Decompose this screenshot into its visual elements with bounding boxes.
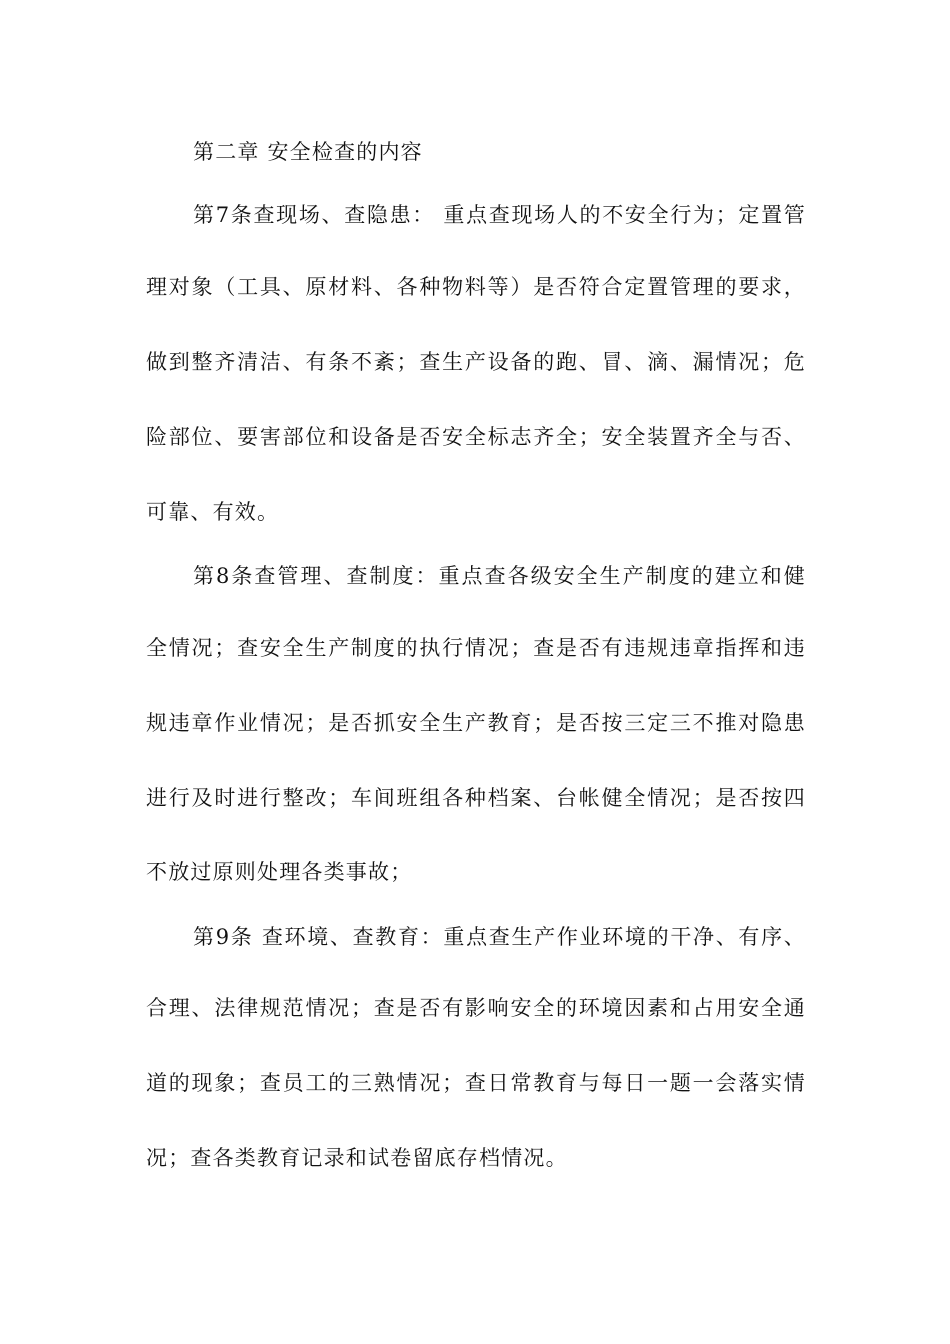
article-line: 第7条查现场、查隐患： 重点查现场人的不安全行为；定置管 [193,203,806,227]
article-line: 合理、法律规范情况；查是否有影响安全的环境因素和占用安全通 [146,996,806,1020]
article-line: 不放过原则处理各类事故； [146,860,413,884]
article-line: 可靠、有效。 [146,500,280,524]
chapter-heading: 第二章 安全检查的内容 [193,140,423,164]
article-line: 第8条查管理、查制度：重点查各级安全生产制度的建立和健 [193,564,806,588]
article-line: 第9条 查环境、查教育：重点查生产作业环境的干净、有序、 [193,925,806,949]
article-line: 道的现象；查员工的三熟情况；查日常教育与每日一题一会落实情 [146,1071,806,1095]
article-line: 进行及时进行整改；车间班组各种档案、台帐健全情况；是否按四 [146,786,806,810]
article-line: 全情况；查安全生产制度的执行情况；查是否有违规违章指挥和违 [146,636,806,660]
article-line: 况；查各类教育记录和试卷留底存档情况。 [146,1146,568,1170]
article-line: 规违章作业情况；是否抓安全生产教育；是否按三定三不推对隐患 [146,711,806,735]
article-line: 理对象（工具、原材料、各种物料等）是否符合定置管理的要求， [146,275,806,299]
article-line: 险部位、要害部位和设备是否安全标志齐全；安全装置齐全与否、 [146,425,806,449]
article-line: 做到整齐清洁、有条不紊；查生产设备的跑、冒、滴、漏情况；危 [146,350,806,374]
